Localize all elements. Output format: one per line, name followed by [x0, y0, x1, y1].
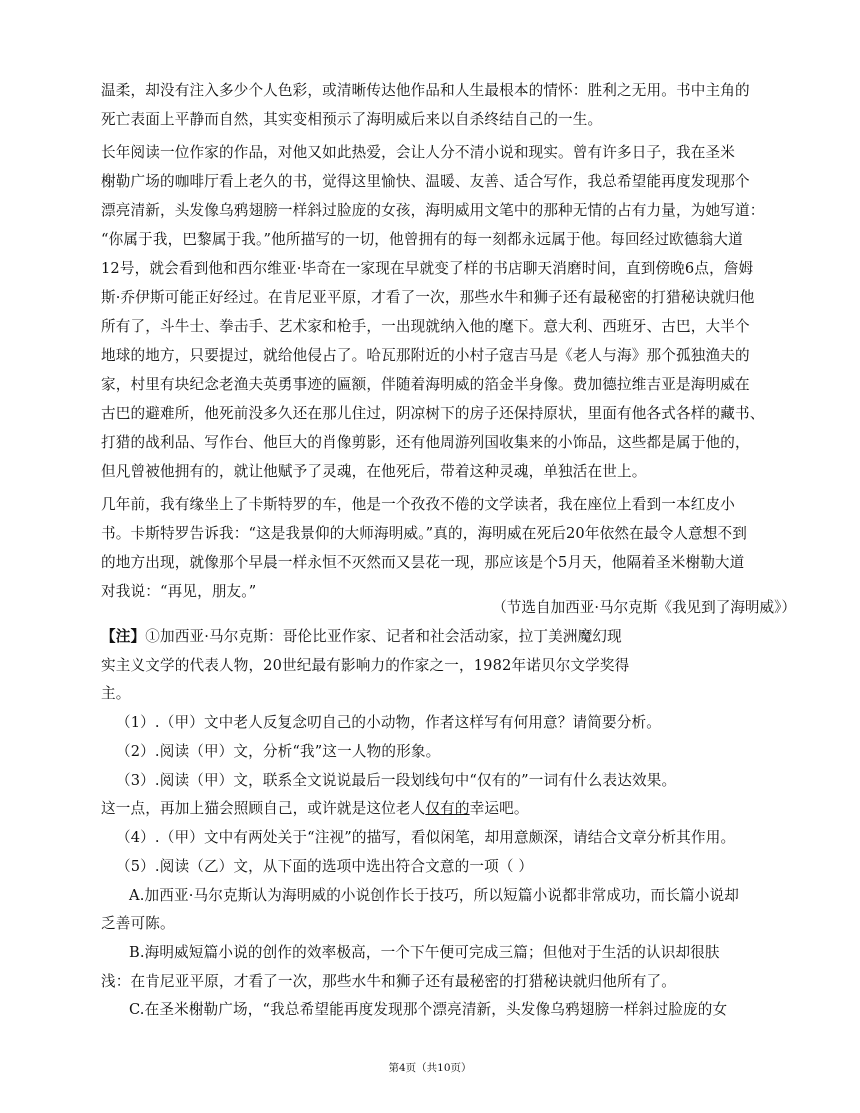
quote-text-pre: 这一点，再加上猫会照顾自己，或许就是这位老人 — [101, 800, 426, 817]
article-line: 地球的地方，只要提过，就给他侵占了。哈瓦那附近的小村子寇吉马是《老人与海》那个孤独渔夫的 — [101, 347, 750, 364]
option-a-line-1: A.加西亚·马尔克斯认为海明威的小说创作长于技巧，所以短篇小说都非常成功，而长篇小说却 — [129, 887, 740, 904]
article-line: 几年前，我有缘坐上了卡斯特罗的车，他是一个孜孜不倦的文学读者，我在座位上看到一本红皮小 — [101, 496, 735, 513]
option-b-line-1: B.海明威短篇小说的创作的效率极高，一个下午便可完成三篇；但他对于生活的认识却很肤 — [129, 944, 720, 961]
question-3-quote — [101, 799, 529, 819]
question-5: （5）.阅读（乙）文，从下面的选项中选出符合文意的一项（ ） — [116, 858, 534, 875]
question-4: （4）.（甲）文中有两处关于“注视”的描写，看似闲笔，却用意颇深，请结合文章分析其作用。 — [116, 829, 736, 846]
page-footer: 第4页（共10页） — [388, 1062, 472, 1074]
note-line-3: 主。 — [101, 685, 131, 702]
question-3: （3）.阅读（甲）文，联系全文说说最后一段划线句中“仅有的”一词有什么表达效果。 — [116, 772, 677, 789]
article-line: 漂亮清新，头发像乌鸦翅膀一样斜过脸庞的女孩，海明威用文笔中的那种无情的占有力量，为她写道： — [101, 202, 765, 219]
note-label: 【注】 — [101, 628, 146, 645]
article-line: 但凡曾被他拥有的，就让他赋予了灵魂，在他死后，带着这种灵魂，单独活在世上。 — [101, 463, 647, 480]
note-text-1: ①加西亚·马尔克斯：哥伦比亚作家、记者和社会活动家，拉丁美洲魔幻现 — [145, 628, 622, 645]
option-c-line-1: C.在圣米榭勒广场，“我总希望能再度发现那个漂亮清新，头发像乌鸦翅膀一样斜过脸庞的女 — [129, 1001, 728, 1018]
article-line: 书。卡斯特罗告诉我：“这是我景仰的大师海明威。”真的，海明威在死后20年依然在最令人意想不到 — [101, 525, 748, 542]
question-2: （2）.阅读（甲）文，分析“我”这一人物的形象。 — [116, 743, 441, 760]
article-line: 对我说：“再见，朋友。” — [101, 583, 257, 600]
article-line: 的地方出现，就像那个早晨一样永恒不灭然而又昙花一现，那应该是个5月天，他隔着圣米榭勒大道 — [101, 554, 745, 571]
underlined-word: 仅有的 — [425, 800, 470, 817]
article-line: 榭勒广场的咖啡厅看上老久的书，觉得这里愉快、温暖、友善、适合写作，我总希望能再度发现那个 — [101, 173, 750, 190]
article-line: 长年阅读一位作家的作品，对他又如此热爱，会让人分不清小说和现实。曾有许多日子，我在圣米 — [101, 144, 735, 161]
quote-text-post: 幸运吧。 — [469, 800, 529, 817]
article-line: 12号，就会看到他和西尔维亚·毕奇在一家现在早就变了样的书店聊天消磨时间，直到傍晚6点，詹姆 — [101, 260, 754, 277]
note-line-2: 实主义文学的代表人物，20世纪最有影响力的作家之一，1982年诺贝尔文学奖得 — [101, 657, 630, 674]
article-line: 家，村里有块纪念老渔夫英勇事迹的匾额，伴随着海明威的箔金半身像。费加德拉维吉亚是海明威在 — [101, 376, 750, 393]
article-line: 打猎的战利品、写作台、他巨大的肖像剪影，还有他周游列国收集来的小饰品，这些都是属于他的， — [101, 434, 750, 451]
option-a-line-2: 乏善可陈。 — [101, 915, 175, 932]
article-line: 温柔，却没有注入多少个人色彩，或清晰传达他作品和人生最根本的情怀：胜利之无用。书中主角的 — [101, 82, 750, 99]
article-line: 所有了，斗牛士、拳击手、艺术家和枪手，一出现就纳入他的麾下。意大利、西班牙、古巴，大半个 — [101, 318, 750, 335]
article-line: “你属于我，巴黎属于我。”他所描写的一切，他曾拥有的每一刻都永远属于他。每回经过欧德翁大道 — [101, 231, 743, 248]
article-line: 斯·乔伊斯可能正好经过。在肯尼亚平原，才看了一次，那些水牛和狮子还有最秘密的打猎秘诀就归他 — [101, 289, 755, 306]
question-1: （1）.（甲）文中老人反复念叨自己的小动物，作者这样写有何用意？请简要分析。 — [116, 714, 662, 731]
article-line: 古巴的避难所，他死前没多久还在那儿住过，阴凉树下的房子还保持原状，里面有他各式各样的藏书、 — [101, 405, 765, 422]
option-b-line-2: 浅：在肯尼亚平原，才看了一次，那些水牛和狮子还有最秘密的打猎秘诀就归他所有了。 — [101, 973, 677, 990]
article-line: 死亡表面上平静而自然，其实变相预示了海明威后来以自杀终结自己的一生。 — [101, 111, 603, 128]
source-citation: （节选自加西亚·马尔克斯《我见到了海明威》） — [492, 599, 796, 616]
note-line-1 — [101, 627, 622, 647]
